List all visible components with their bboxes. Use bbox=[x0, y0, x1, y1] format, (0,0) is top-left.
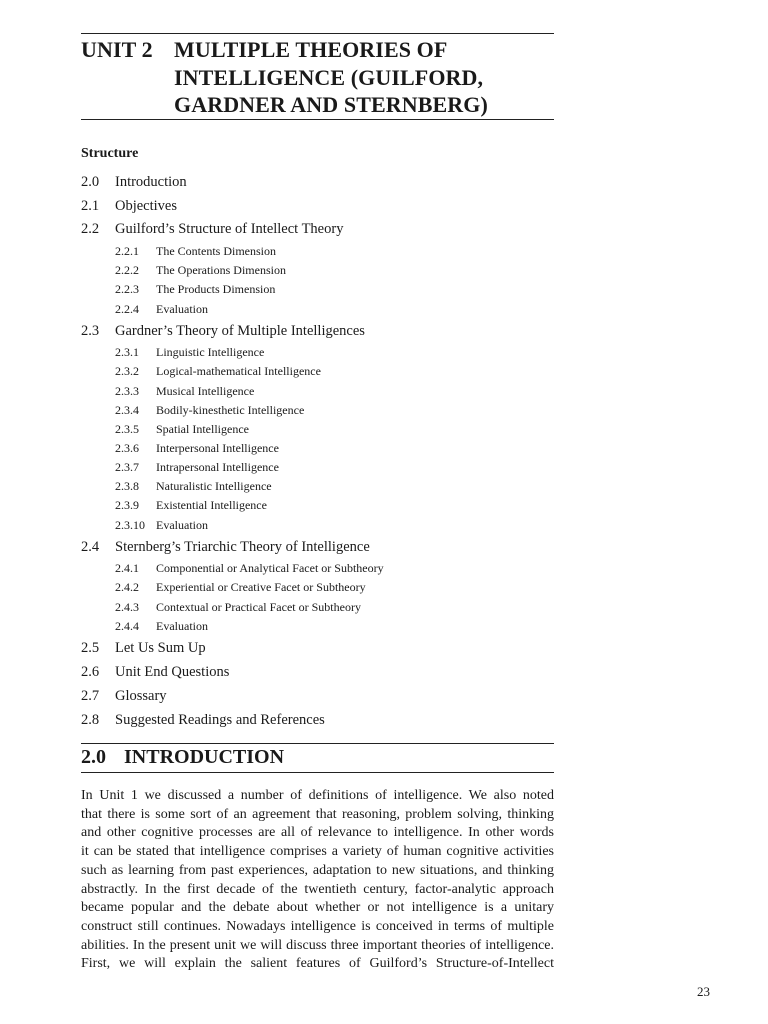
paragraph-line: such as learning from past experiences, adaptation to new situations, and thinking bbox=[81, 862, 554, 878]
section-title: INTRODUCTION bbox=[124, 746, 285, 768]
unit-title-line: GARDNER AND STERNBERG) bbox=[174, 92, 488, 117]
paragraph-line: In Unit 1 we discussed a number of definitions of intelligence. We also noted bbox=[81, 788, 554, 803]
section-bottom-rule bbox=[81, 772, 554, 773]
unit-title-line: MULTIPLE THEORIES OF bbox=[174, 37, 448, 62]
structure-label: Structure bbox=[81, 146, 139, 161]
paragraph-line: First, we will explain the salient features of Guilford’s Structure-of-Intellect bbox=[81, 956, 554, 972]
paragraph-line: it can be stated that intelligence comprises a variety of human cognitive activities bbox=[81, 844, 554, 860]
paragraph-line: abilities. In the present unit we will discuss three important theories of intelligence. bbox=[81, 937, 554, 953]
section-number: 2.0 bbox=[81, 746, 106, 768]
unit-title-line: INTELLIGENCE (GUILFORD, bbox=[174, 64, 484, 90]
introduction-paragraph bbox=[81, 787, 554, 974]
paragraph-line: that there is some sort of an agreement that reasoning, problem solving, thinking bbox=[81, 806, 554, 822]
paragraph-line: became popular and the debate about whether or not intelligence is a unitary bbox=[81, 900, 554, 916]
paragraph-line: construct still continues. Nowadays intelligence is conceived in terms of multiple bbox=[81, 918, 554, 934]
section-heading bbox=[81, 746, 284, 769]
paragraph-line: abstractly. In the first decade of the twentieth century, factor-analytic approach bbox=[81, 881, 554, 897]
heading-bottom-rule bbox=[81, 119, 554, 120]
top-rule bbox=[81, 33, 554, 34]
paragraph-line: and other cognitive processes are all of relevance to intelligence. In other words bbox=[81, 825, 554, 841]
unit-number: UNIT 2 bbox=[81, 37, 153, 62]
section-top-rule bbox=[81, 743, 554, 744]
document-page: UNIT 2 MULTIPLE THEORIES OF INTELLIGENCE (GUILFORD, GARDNER AND STERNBERG) Structure 2.0 Introduction 2.1 Objectives 2.2 Guilford’s Structure of Intellect Theory 2.2.1 The Contents Dimension 2.2.2 The Operations Dimension 2.2.3 The Products Dimension 2.2.4 Evaluation 2.3 Gardner’s Theory of Multiple Intelligences 2.3.1 Linguistic Intelligence 2.3.2 Logical-mathematical Intelligence 2.3.3 Musical Intelligence 2.3.4 Bodily-kinesthetic Intelligence 2.3.5 Spatial Intelligence 2.3.6 Interpersonal Intelligence 2.3.7 Intrapersonal Intelligence 2.3.8 Naturalistic Intelligence 2.3.9 Existential Intelligence 2.3.10 Evaluation 2.4 Sternberg’s Triarchic Theory of Intelligence 2.4.1 Componential or Analytical Facet or Subtheory 2.4.2 Experiential or Creative Facet or Subtheory 2.4.3 Contextual or Practical Facet or Subtheory 2.4.4 Evaluation 2.5 Let Us Sum Up 2.6 Unit End Questions 2.7 Glossary 2.8 Suggested Readings and References 2.0 INTRODUCTION In Unit 1 we discussed a number of definitions of intelligence. We also noted that there is some sort of an agreement that reasoning, problem solving, thinking and other cognitive processes are all of relevance to intelligence. In other words it can be stated that intelligence comprises a variety of human cognitive activities such as learning from past experiences, adaptation to new situations, and thinking abstractly. In the first decade of the twentieth century, factor-analytic approach became popular and the debate about whether or not intelligence is a unitary construct still continues. Nowadays intelligence is conceived in terms of multiple abilities. In the present unit we will discuss three important theories of intelligence. First, we will explain the salient features of Guilford’s Structure-of-Intellect 23 bbox=[0, 0, 768, 1024]
page-number: 23 bbox=[697, 984, 710, 999]
unit-title bbox=[174, 36, 564, 119]
